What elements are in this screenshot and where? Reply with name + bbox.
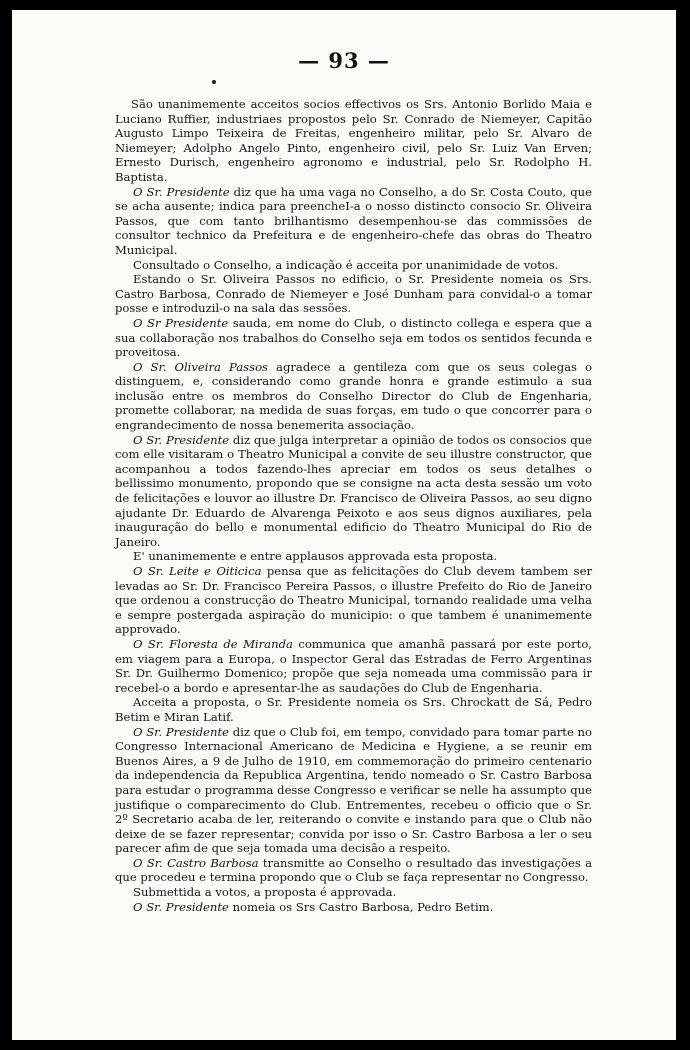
minutes-text <box>115 97 592 914</box>
paragraph: São unanimemente acceitos socios effectivos os Srs. Antonio Borlido Maia e Luciano Ruffier, industriaes propostos pelo Sr. Conrado de Niemeyer, Capitão Augusto Limpo Teixeira de Freitas, engenheiro militar, pelo Sr. Alvaro de Niemeyer; Adolpho Angelo Pinto, engenheiro civil, pelo Sr. Luiz Van Erven; Ernesto Durisch, engenheiro agronomo e industrial, pelo Sr. Rodolpho H. Baptista. <box>115 97 592 184</box>
paragraph: Consultado o Conselho, a indicação é acceita por unanimidade de votos. <box>133 257 559 272</box>
document-page <box>12 10 676 1040</box>
paragraph: O Sr. Leite e Oiticica pensa que as felicitações do Club devem tambem ser levadas ao Sr. Dr. Francisco Pereira Passos, o illustre Prefeito do Rio de Janeiro que ordenou a construcção do Theatro Municipal, tornando realidade uma velha e sempre postergada aspiração do municipio: o que tambem é unanimemente approvado. <box>115 564 592 637</box>
paragraph: O Sr. Oliveira Passos agradece a gentileza com que os seus colegas o distinguem, e, considerando como grande honra e grande estimulo a sua inclusão entre os membros do Conselho Director do Club de Engenharia, promette collaborar, na medida de suas forças, em tudo o que concorrer para o engrandecimento de nossa benemerita associação. <box>115 359 592 433</box>
ink-dot <box>212 80 216 84</box>
paragraph: Submettida a votos, a proposta é approvada. <box>133 885 397 900</box>
paragraph: O Sr. Presidente nomeia os Srs Castro Barbosa, Pedro Betim. <box>133 899 494 914</box>
paragraph: O Sr. Presidente diz que o Club foi, em tempo, convidado para tomar parte no Congresso Internacional Americano de Medicina e Hygiene, a se reunir em Buenos Aires, a 9 de Julho de 1910, em commemoração do primeiro centenario da independencia da Republica Argentina, tendo nomeado o Sr. Castro Barbosa para estudar o programma desse Congresso e verificar se nelle ha assumpto que justifique o comparecimento do Club. Entrementes, recebeu o officio que o Sr. 2º Secretario acaba de ler, reiterando o convite e instando para que o Club não deixe de se fazer representar; convida por isso o Sr. Castro Barbosa a ler o seu parecer afim de que seja tomada uma decisão a respeito. <box>115 724 592 856</box>
page-number: — 93 — <box>298 48 390 73</box>
paragraph: O Sr. Castro Barbosa transmitte ao Conselho o resultado das investigações a que procedeu e termina propondo que o Club se faça representar no Congresso. <box>115 855 593 885</box>
paragraph: O Sr Presidente sauda, em nome do Club, o distincto collega e espera que a sua collaboração nos trabalhos do Conselho seja em todos os sentidos fecunda e proveitosa. <box>115 315 592 360</box>
paragraph: O Sr. Presidente diz que julga interpretar a opinião de todos os consocios que com elle visitaram o Theatro Municipal a convite de seu illustre constructor, que acompanhou a todos fazendo-lhes apreciar em todos os seus detalhes o bellissimo monumento, propondo que se consigne na acta desta sessão um voto de felicitações e louvor ao illustre Dr. Francisco de Oliveira Passos, ao seu digno ajudante Dr. Eduardo de Alvarenga Peixoto e aos seus dignos auxiliares, pela inauguração do bello e monumental edificio do Theatro Municipal do Rio de Janeiro. <box>115 432 592 549</box>
paragraph: Acceita a proposta, o Sr. Presidente nomeia os Srs. Chrockatt de Sá, Pedro Betim e Miran Latif. <box>115 695 592 724</box>
paragraph: Estando o Sr. Oliveira Passos no edificio, o Sr. Presidente nomeia os Srs. Castro Barbosa, Conrado de Niemeyer e José Dunham para convidal-o a tomar posse e introduzil-o na sala das sessões. <box>115 272 592 316</box>
paragraph: O Sr. Presidente diz que ha uma vaga no Conselho, a do Sr. Costa Couto, que se acha ausente; indica para preencheI-a o nosso distincto consocio Sr. Oliveira Passos, que com tanto brilhantismo desempenhou-se das commissões de consultor technico da Prefeitura e de engenheiro-chefe das obras do Theatro Municipal. <box>115 184 592 257</box>
paragraph: E' unanimemente e entre applausos approvada esta proposta. <box>133 549 498 564</box>
paragraph: O Sr. Floresta de Miranda communica que amanhã passará por este porto, em viagem para a Europa, o Inspector Geral das Estradas de Ferro Argentinas Sr. Dr. Guilhermo Domenico; propõe que seja nomeada uma commissão para ir recebel-o a bordo e apresentar-lhe as saudações do Club de Engenharia. <box>115 636 592 695</box>
